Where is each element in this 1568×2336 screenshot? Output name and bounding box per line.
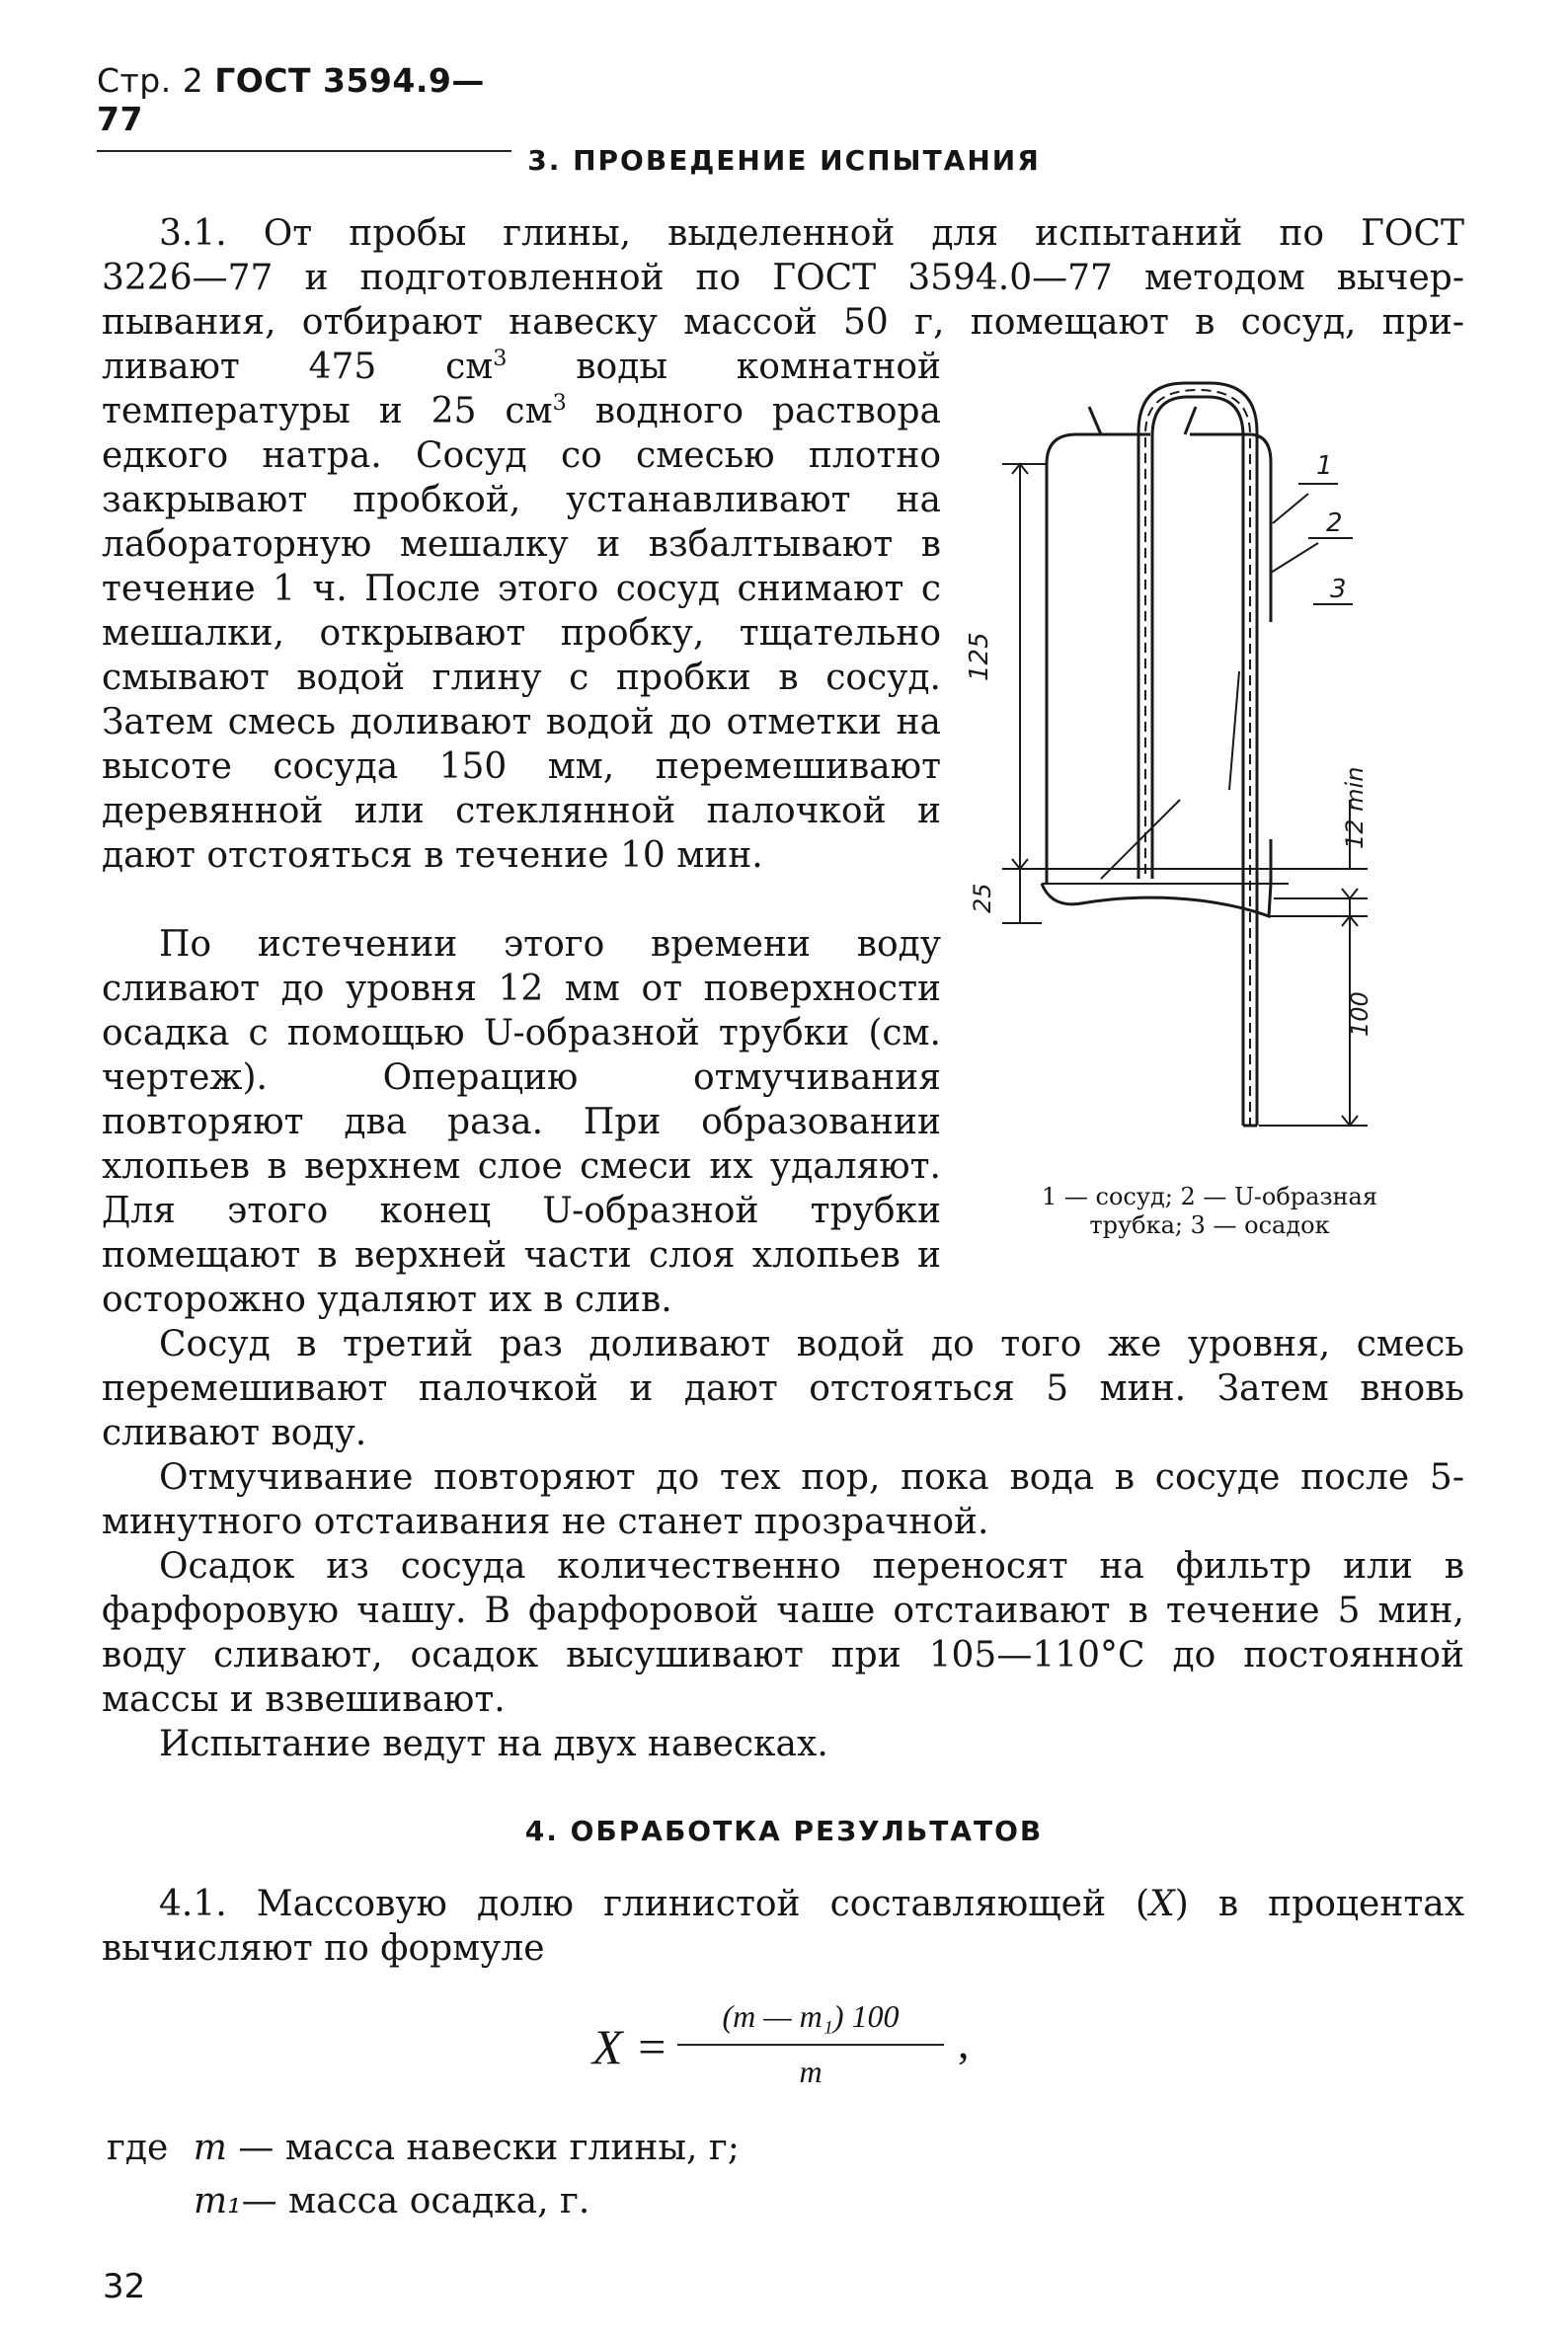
paragraph-repeat: Отмучивание повторяют до тех пор, пока вода в сосуде после 5-минутного отстаивания не станет прозрачной. xyxy=(102,1457,1464,1542)
standard-code: ГОСТ 3594.9—77 xyxy=(97,61,485,138)
formula-denominator: m xyxy=(799,2054,823,2089)
paragraph-sediment: Осадок из сосуда количественно переносят на фильтр или в фарфоровую чашу. В фарфоровой чаше отстаивают в течение 5 мин, воду сливают, осадок высушивают при 105—110°С до постоянной массы и взвешивают. xyxy=(102,1546,1464,1720)
paragraph-two-samples: Испытание ведут на двух навесках. xyxy=(159,1724,828,1764)
paragraph-3-1-line2: 3226—77 и подготовленной по ГОСТ 3594.0—77 методом вычер- xyxy=(102,258,1464,298)
apparatus-figure xyxy=(943,375,1456,1145)
formula-fraction xyxy=(677,1994,944,2091)
formula-lhs: X = xyxy=(592,2019,668,2074)
page-header xyxy=(97,61,511,152)
dimension-25: 25 xyxy=(969,883,996,913)
paragraph-4-1: 4.1. Массовую долю глинистой составляющей (X) в процентах вычисляют по формуле xyxy=(102,1884,1465,1969)
section-4-title: 4. ОБРАБОТКА РЕЗУЛЬТАТОВ xyxy=(524,1815,1044,1847)
u-tube-vessel-drawing xyxy=(943,375,1456,1145)
formula-numerator: (m — m₁) 100 xyxy=(722,1998,900,2034)
page-number: 32 xyxy=(103,2267,146,2306)
dimension-125: 125 xyxy=(965,632,994,681)
paragraph-decant: По истечении этого времени воду сливают до уровня 12 мм от поверхности осадка с помощью U-образной трубки (см. чертеж). Операцию отмучивания повторяют два раза. При образовании хлопьев в верхнем слое смеси их удаляют. Для этого конец U-образной трубки помещают в верхней части слоя хлопьев и осторожно удаляют их в слив. xyxy=(102,924,941,1320)
figure-caption: 1 — сосуд; 2 — U-образная трубка; 3 — осадок xyxy=(1041,1183,1378,1239)
label-1: 1 xyxy=(1316,451,1333,481)
fraction-bar xyxy=(677,2044,944,2046)
page-label: Стр. 2 xyxy=(97,61,204,100)
legend-m: где m — масса навески глины, г; xyxy=(107,2128,740,2168)
paragraph-third-fill: Сосуд в третий раз доливают водой до того же уровня, смесь перемешивают палочкой и дают отстояться 5 мин. Затем вновь сливают воду. xyxy=(102,1324,1464,1453)
paragraph-3-1-body: ливают 475 $см^3$ воды комнатной температуры и 25 $см^3$ водного раствора едкого натра. Сосуд со смесью плотно закрывают пробкой, устанавливают на лабораторную мешалку и взбалтывают в течение 1 ч. После этого сосуд снимают с мешалки, открывают пробку, тщательно смывают водой глину с пробки в сосуд. Затем смесь доливают водой до отметки на высоте сосуда 150 мм, перемешивают деревянной или стеклянной палочкой и дают отстояться в течение 10 мин. xyxy=(102,346,942,876)
paragraph-3-1-line3: пывания, отбирают навеску массой 50 г, помещают в сосуд, при- xyxy=(102,302,1464,343)
paragraph-3-1-line1: 3.1. От пробы глины, выделенной для испытаний по ГОСТ xyxy=(159,213,1464,254)
dimension-100: 100 xyxy=(1346,991,1373,1037)
legend-m1: m₁— масса осадка, г. xyxy=(194,2181,590,2221)
label-3: 3 xyxy=(1330,575,1347,604)
formula-x: X = (m — m₁) 100 m , xyxy=(592,1994,1066,2113)
label-2: 2 xyxy=(1326,508,1343,538)
section-3-title: 3. ПРОВЕДЕНИЕ ИСПЫТАНИЯ xyxy=(527,144,1041,177)
dimension-12min: 12 min xyxy=(1341,766,1369,849)
